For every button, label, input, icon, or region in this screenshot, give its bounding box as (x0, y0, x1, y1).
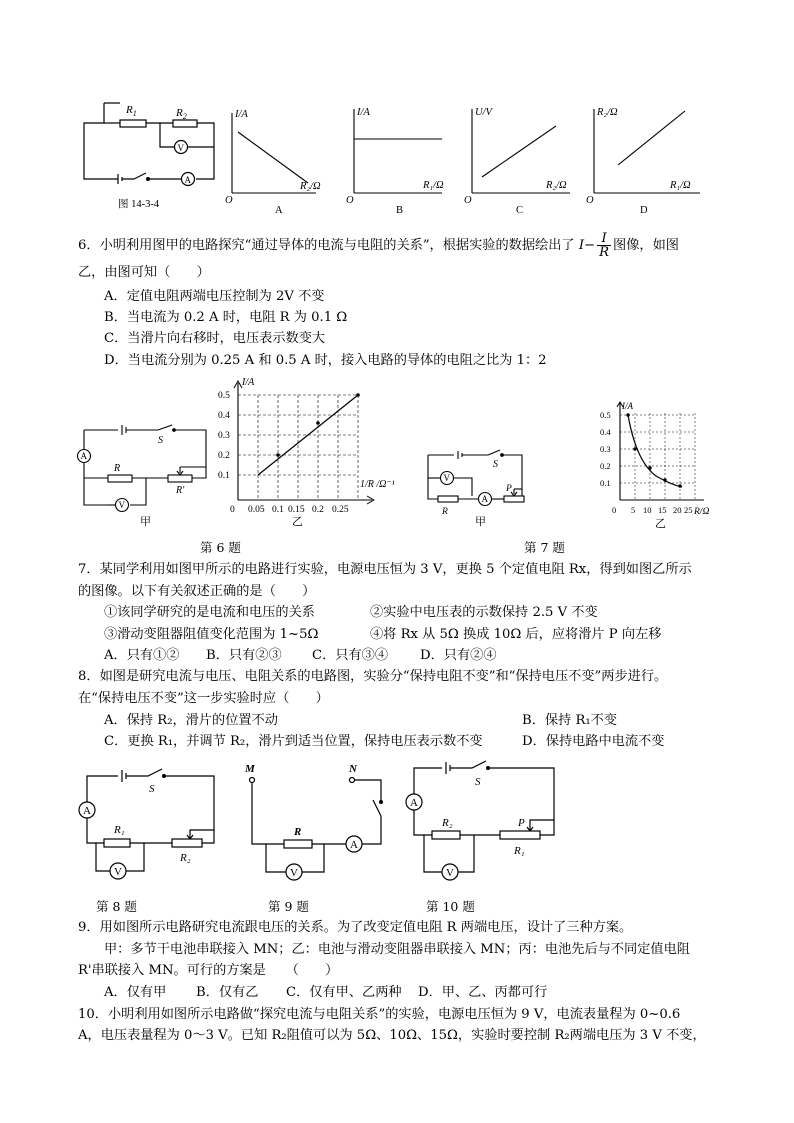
ammeter-label: A (184, 175, 191, 185)
fig8-ammeter: A (83, 805, 91, 817)
graph-c-ylabel: U/V (475, 107, 492, 118)
q9-stem-line1: 9．用如图所示电路研究电流跟电压的关系。为了改变定值电阻 R 两端电压，设计了三种方案。 (78, 920, 633, 935)
q7-statement-1: ①该同学研究的是电流和电压的关系 (104, 605, 315, 620)
graph-a-ylabel: I/A (235, 109, 248, 120)
fig7-ylabel: I/A (622, 401, 633, 411)
fig6-caption: 第 6 题 (200, 540, 241, 555)
fig8-r1-label: R₁ (114, 824, 125, 836)
fig6-graph (234, 381, 374, 504)
fig8-caption: 第 8 题 (96, 899, 137, 914)
fig9-ammeter: A (350, 839, 358, 851)
voltmeter-label: V (177, 143, 184, 153)
fig6-rp-label: R' (176, 485, 185, 496)
fig10-switch-label: S (475, 776, 481, 788)
q9-option-c: C．仅有甲、乙两种 (286, 985, 402, 1000)
fig7-xtick: 20 (673, 505, 682, 515)
fig7-xtick: 5 (631, 505, 636, 515)
graph-d-xlabel: R₁/Ω (670, 180, 691, 191)
graph-b-letter: B (396, 205, 404, 216)
q8-option-d: D．保持电路中电流不变 (522, 734, 665, 749)
fig7-graph (617, 402, 704, 500)
q8-stem-line1: 8．如图是研究电流与电压、电阻关系的电路图，实验分“保持电阻不变”和“保持电压不变”两步进行。 (78, 669, 668, 684)
fig7-ytick: 0.4 (600, 427, 611, 437)
fig6-origin: 0 (230, 505, 235, 515)
graph-d-ylabel: R₂/Ω (597, 107, 618, 118)
fig10-ammeter: A (410, 797, 418, 809)
fig6-xtick: 0.1 (272, 505, 284, 515)
fig10-voltmeter: V (446, 867, 454, 879)
fig7-rx-label: R (442, 507, 448, 517)
fig6-xlabel: 1/R /Ω⁻¹ (360, 479, 395, 490)
q6-option-d: D．当电流分别为 0.25 A 和 0.5 A 时，接入电路的导体的电阻之比为 1：2 (104, 353, 547, 368)
fig6-ytick: 0.2 (218, 451, 230, 461)
fig9-caption: 第 9 题 (268, 899, 309, 914)
fig6-ytick: 0.1 (218, 471, 230, 481)
fig-caption: 图 14-3-4 (118, 199, 160, 210)
fig7-origin: 0 (612, 505, 617, 515)
fig6-circuit (78, 425, 207, 512)
q6-fraction: $\frac{I}{R}$ (599, 231, 610, 260)
fig7-caption: 第 7 题 (524, 540, 565, 555)
q6-option-a: A．定值电阻两端电压控制为 2V 不变 (104, 289, 325, 304)
fig10-caption: 第 10 题 (426, 899, 475, 914)
q7-option-b: B．只有②③ (206, 648, 282, 663)
fig6-voltmeter: V (118, 500, 125, 510)
q9-option-d: D．甲、乙、丙都可行 (418, 985, 548, 1000)
fig7-circuit (428, 450, 524, 506)
fig10-p-label: P (518, 817, 525, 829)
fig7-voltmeter: V (443, 473, 450, 483)
fig7-yi: 乙 (655, 518, 666, 530)
fig8-voltmeter: V (114, 866, 122, 878)
fig7-xtick: 25 (684, 505, 693, 515)
q7-stem-line2: 的图像。以下有关叙述正确的是（ ） (78, 584, 316, 599)
q6-stem-line2: 乙，由图可知（ ） (78, 265, 210, 280)
fig6-ytick: 0.3 (218, 431, 230, 441)
fig6-jia: 甲 (140, 516, 151, 528)
q9-stem-line3: R'串联接入 MN。可行的方案是 （ ） (78, 963, 339, 978)
fig10-r2-label: R₂ (442, 817, 453, 829)
q6-option-b: B．当电流为 0.2 A 时，电阻 R 为 0.1 Ω (104, 310, 348, 325)
fig6-xtick: 0.15 (288, 505, 305, 515)
q8-option-a: A．保持 R₂，滑片的位置不动 (104, 713, 278, 728)
fig7-ytick: 0.1 (600, 478, 611, 488)
fig9-m-label: M (245, 763, 255, 775)
graph-a-xlabel: R₂/Ω (300, 181, 321, 192)
q8-option-c: C．更换 R₁，并调节 R₂，滑片到适当位置，保持电压表示数不变 (104, 734, 483, 749)
fig7-p-label: P (506, 484, 512, 494)
fig7-xtick: 10 (643, 505, 652, 515)
fig7-ytick: 0.2 (600, 461, 611, 471)
fig6-xtick: 0.2 (312, 505, 324, 515)
fig8-switch-label: S (149, 783, 155, 795)
q6-stem-line1: 6．小明利用图甲的电路探究“通过导体的电流与电阻的关系”，根据实验的数据绘出了 I− $\frac{I}{R}$ 图像，如图 (78, 231, 679, 260)
q7-option-d: D．只有②④ (420, 648, 497, 663)
q7-option-c: C．只有③④ (312, 648, 389, 663)
circuit-14-3-4 (84, 103, 214, 186)
fig7-xlabel: R/Ω (694, 507, 710, 517)
top-figure-row (78, 95, 718, 220)
fig6-xtick: 0.05 (248, 505, 265, 515)
fig9-circuit (250, 778, 383, 881)
graph-c-xlabel: R₂/Ω (546, 180, 567, 191)
fig6-ammeter: A (80, 451, 87, 461)
graph-a-origin: O (225, 195, 233, 206)
fig7-ytick: 0.3 (600, 444, 611, 454)
graph-c-origin: O (464, 195, 472, 206)
fig9-n-label: N (349, 763, 357, 775)
fig6-ytick: 0.5 (218, 391, 230, 401)
fig9-r-label: R (294, 826, 302, 838)
fig7-xtick: 15 (658, 505, 667, 515)
fig7-switch-label: S (493, 459, 498, 470)
fig6-ytick: 0.4 (218, 411, 230, 421)
fig9-voltmeter: V (290, 867, 298, 879)
fig10-r1-label: R₁ (514, 845, 525, 857)
fig8-r2-label: R₂ (180, 852, 191, 864)
r2-label: $R_2$ (176, 107, 187, 121)
fig8-9-10-row (70, 760, 570, 900)
graph-a-letter: A (275, 205, 283, 216)
graph-b-ylabel: I/A (357, 107, 370, 118)
q9-stem-line2: 甲：多节干电池串联接入 MN；乙：电池与滑动变阻器串联接入 MN；丙：电池先后与不同定值电阻 (104, 942, 690, 957)
q7-statement-3: ③滑动变阻器阻值变化范围为 1~5Ω (104, 627, 319, 642)
q10-stem-line1: 10．小明利用如图所示电路做“探究电流与电阻关系”的实验，电源电压恒为 9 V，电流表量程为 0~0.6 (78, 1007, 681, 1022)
fig7-ytick: 0.5 (600, 410, 611, 420)
q10-stem-line2: A，电压表量程为 0～3 V。已知 R₂阻值可以为 5Ω、10Ω、15Ω，实验时要控制 R₂两端电压为 3 V 不变， (78, 1028, 706, 1043)
fig7-jia: 甲 (475, 516, 486, 528)
graph-d-letter: D (640, 205, 648, 216)
fig6-switch-label: S (158, 435, 163, 446)
q7-statement-2: ②实验中电压表的示数保持 2.5 V 不变 (370, 605, 598, 620)
q7-statement-4: ④将 Rx 从 5Ω 换成 10Ω 后，应将滑片 P 向左移 (370, 627, 662, 642)
graph-b-origin: O (346, 195, 354, 206)
graph-b-xlabel: R₁/Ω (423, 180, 444, 191)
fig6-r-label: R (114, 463, 121, 474)
fig6-xtick: 0.25 (332, 505, 349, 515)
graph-c-letter: C (516, 205, 524, 216)
fig6-ylabel: I/A (242, 377, 255, 388)
q6-option-c: C．当滑片向右移时，电压表示数变大 (104, 331, 326, 346)
graph-d-origin: O (586, 195, 594, 206)
fig8-circuit (79, 769, 214, 879)
q8-stem-line2: 在“保持电压不变”这一步实验时应（ ） (78, 691, 329, 706)
fig6-yi: 乙 (292, 516, 303, 528)
q9-option-a: A．仅有甲 (104, 985, 167, 1000)
q8-option-b: B．保持 R₁不变 (522, 713, 618, 728)
q9-option-b: B．仅有乙 (196, 985, 259, 1000)
q7-stem-line1: 7．某同学利用如图甲所示的电路进行实验，电源电压恒为 3 V，更换 5 个定值电阻 Rx，得到如图乙所示 (78, 562, 692, 577)
fig6-fig7-row (70, 375, 730, 535)
q7-option-a: A．只有①② (104, 648, 180, 663)
fig7-ammeter: A (481, 494, 488, 504)
r1-label: $R_1$ (126, 104, 137, 118)
